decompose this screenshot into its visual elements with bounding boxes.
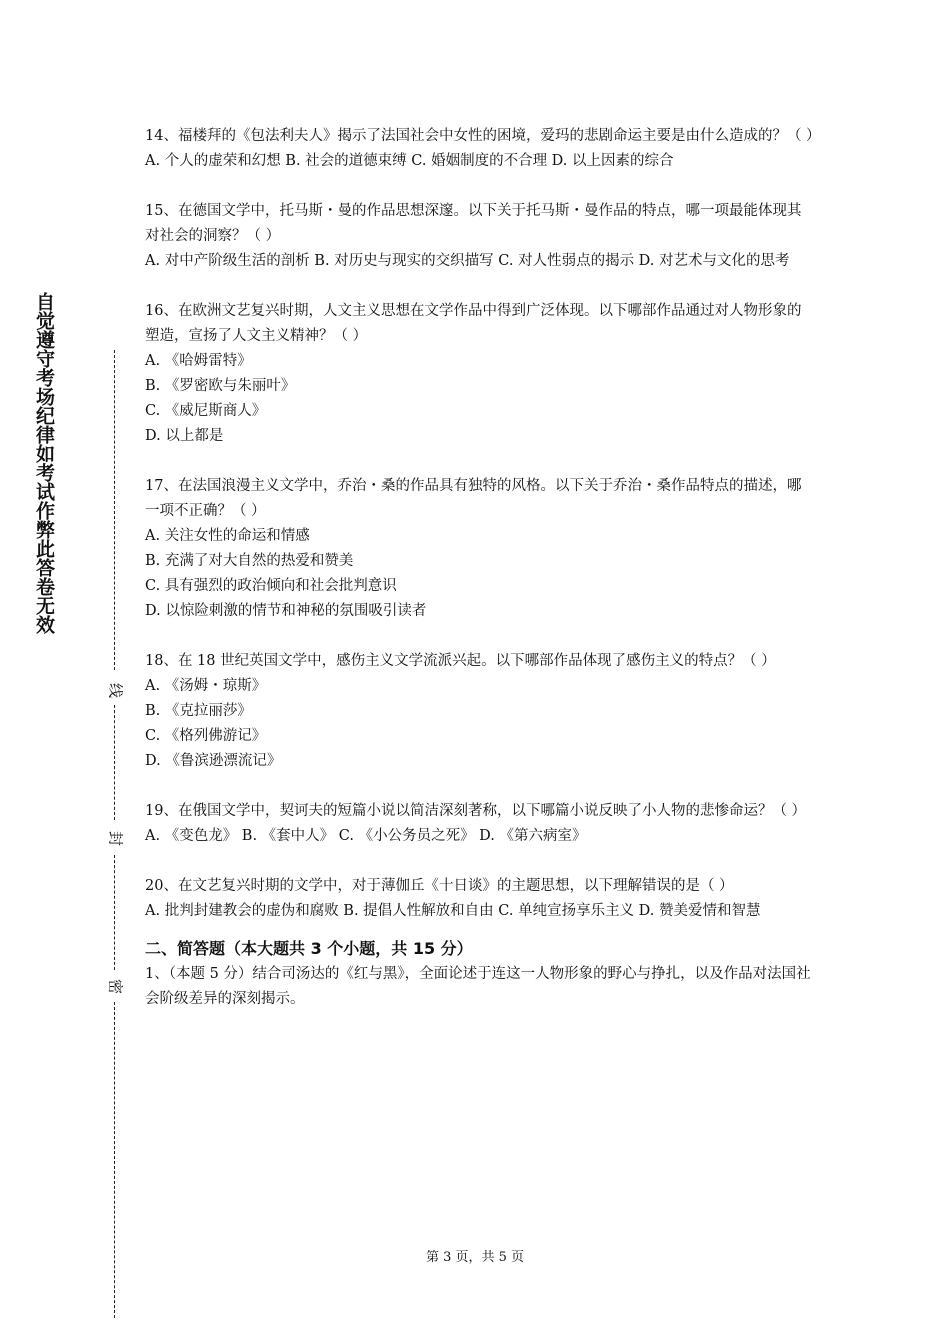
question-18 [145, 649, 815, 774]
question-stem: 17、在法国浪漫主义文学中，乔治・桑的作品具有独特的风格。以下关于乔治・桑作品特点的描述，哪一项不正确？（ ） [145, 478, 802, 519]
question-15 [145, 199, 815, 274]
question-options: A. 个人的虚荣和幻想 B. 社会的道德束缚 C. 婚姻制度的不合理 D. 以上因素的综合 [145, 153, 674, 169]
question-stem: 15、在德国文学中，托马斯・曼的作品思想深邃。以下关于托马斯・曼作品的特点，哪一项最能体现其对社会的洞察？（ ） [145, 203, 802, 244]
option-a: A. 《哈姆雷特》 [145, 353, 252, 369]
question-list [145, 124, 821, 1012]
question-options: A. 批判封建教会的虚伪和腐败 B. 提倡人性解放和自由 C. 单纯宣扬享乐主义 D. 赞美爱情和智慧 [145, 903, 761, 919]
short-answer-question-1: 1、（本题 5 分）结合司汤达的《红与黑》，全面论述于连这一人物形象的野心与挣扎，以及作品对法国社会阶级差异的深刻揭示。 [145, 966, 811, 1007]
question-options: A. 《变色龙》 B. 《套中人》 C. 《小公务员之死》 D. 《第六病室》 [145, 828, 587, 844]
question-stem: 14、福楼拜的《包法利夫人》揭示了法国社会中女性的困境，爱玛的悲剧命运主要是由什么造成的？（ ） [145, 128, 821, 144]
option-b: B. 充满了对大自然的热爱和赞美 [145, 553, 354, 569]
short-answer-section [145, 936, 815, 1012]
page-number: 第 3 页，共 5 页 [425, 1250, 525, 1265]
option-c: C. 具有强烈的政治倾向和社会批判意识 [145, 578, 397, 594]
binding-line [100, 350, 130, 1320]
option-a: A. 关注女性的命运和情感 [145, 528, 310, 544]
question-16 [145, 299, 815, 449]
question-17 [145, 474, 815, 624]
option-c: C. 《格列佛游记》 [145, 728, 267, 744]
binding-char-seal: 封 [106, 830, 125, 846]
option-a: A. 《汤姆・琼斯》 [145, 678, 267, 694]
option-b: B. 《罗密欧与朱丽叶》 [145, 378, 296, 394]
dashed-segment [114, 705, 115, 820]
option-b: B. 《克拉丽莎》 [145, 703, 252, 719]
question-options: A. 对中产阶级生活的剖析 B. 对历史与现实的交织描写 C. 对人性弱点的揭示 D. 对艺术与文化的思考 [145, 253, 790, 269]
question-20 [145, 874, 815, 924]
dashed-segment [114, 855, 115, 970]
option-d: D. 以上都是 [145, 428, 224, 444]
question-stem: 18、在 18 世纪英国文学中，感伤主义文学流派兴起。以下哪部作品体现了感伤主义的特点？（ ） [145, 653, 776, 669]
question-19 [145, 799, 815, 849]
option-c: C. 《威尼斯商人》 [145, 403, 267, 419]
binding-char-line: 线 [106, 682, 125, 698]
question-stem: 16、在欧洲文艺复兴时期，人文主义思想在文学作品中得到广泛体现。以下哪部作品通过对人物形象的塑造，宣扬了人文主义精神？（ ） [145, 303, 802, 344]
question-14 [145, 124, 821, 174]
section-title: 二、简答题（本大题共 3 个小题，共 15 分） [145, 939, 473, 958]
question-stem: 20、在文艺复兴时期的文学中，对于薄伽丘《十日谈》的主题思想，以下理解错误的是（ ） [145, 878, 734, 894]
question-stem: 19、在俄国文学中，契诃夫的短篇小说以简洁深刻著称，以下哪篇小说反映了小人物的悲惨命运？（ ） [145, 803, 807, 819]
exam-discipline-warning: 自觉遵守考场纪律如考试作弊此答卷无效 [33, 292, 55, 634]
dashed-segment [114, 1002, 115, 1318]
dashed-segment [114, 350, 115, 670]
option-d: D. 以惊险刺激的情节和神秘的氛围吸引读者 [145, 603, 427, 619]
option-d: D. 《鲁滨逊漂流记》 [145, 753, 282, 769]
binding-char-sealed: 密 [106, 978, 125, 994]
